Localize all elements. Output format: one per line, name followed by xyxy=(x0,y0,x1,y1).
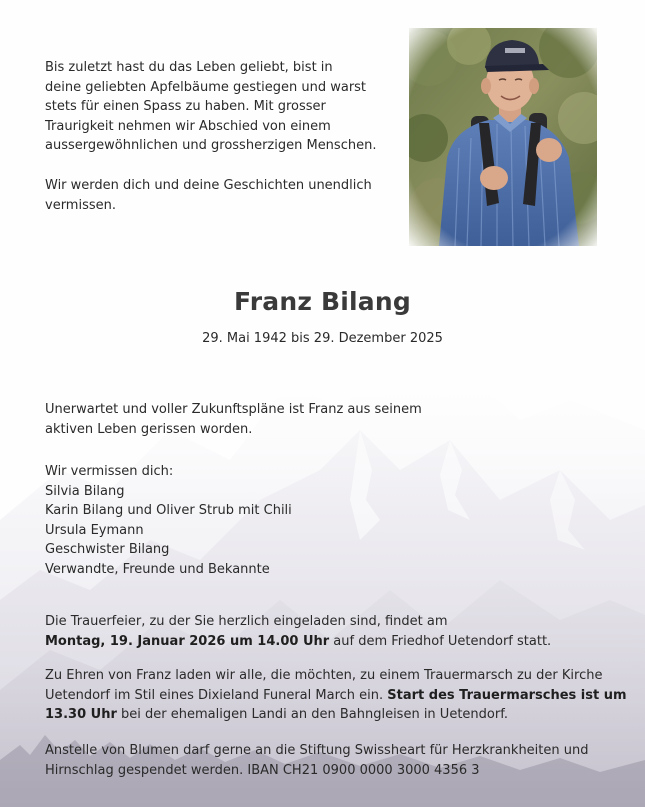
intro-line: stets für einen Spass zu haben. Mit grosser xyxy=(45,99,326,114)
announcement-line: Unerwartet und voller Zukunftspläne ist Franz aus seinem xyxy=(45,402,422,417)
intro-line: aussergewöhnlichen und grossherzigen Menschen. xyxy=(45,138,377,153)
donation-text xyxy=(45,741,589,780)
march-line-start: Uetendorf im Stil eines Dixieland Funeral March ein. xyxy=(45,687,388,703)
announcement-line: aktiven Leben gerissen worden. xyxy=(45,421,253,437)
intro-text xyxy=(45,58,376,156)
intro-miss-line: Wir werden dich und deine Geschichten unendlich xyxy=(45,178,372,193)
mourner-name: Silvia Bilang xyxy=(45,483,125,499)
ceremony-line-date xyxy=(45,632,551,652)
deceased-name: Franz Bilang xyxy=(234,287,411,316)
mourner-name: Ursula Eymann xyxy=(45,522,144,538)
march-text xyxy=(45,666,627,725)
life-dates: 29. Mai 1942 bis 29. Dezember 2025 xyxy=(202,331,443,346)
march-line: Zu Ehren von Franz laden wir alle, die möchten, zu einem Trauermarsch zu der Kirche xyxy=(45,668,603,683)
march-line xyxy=(45,705,627,725)
portrait-photo xyxy=(409,28,597,246)
mourner-name: Karin Bilang und Oliver Strub mit Chili xyxy=(45,503,292,518)
intro-miss-text xyxy=(45,176,372,215)
ceremony-text xyxy=(45,612,551,651)
intro-line: Traurigkeit nehmen wir Abschied von einem xyxy=(45,118,331,134)
mourners-heading: Wir vermissen dich: xyxy=(45,464,174,479)
ceremony-line: Die Trauerfeier, zu der Sie herzlich eingeladen sind, findet am xyxy=(45,614,448,629)
march-location: bei der ehemaligen Landi an den Bahngleisen in Uetendorf. xyxy=(116,707,508,722)
march-time-bold: 13.30 Uhr xyxy=(45,707,117,722)
ceremony-location: auf dem Friedhof Uetendorf statt. xyxy=(329,633,552,649)
mourner-name: Verwandte, Freunde und Bekannte xyxy=(45,561,270,577)
announcement-text xyxy=(45,400,422,439)
intro-line: Bis zuletzt hast du das Leben geliebt, bist in xyxy=(45,60,333,75)
mourners-list xyxy=(45,462,292,579)
intro-miss-line: vermissen. xyxy=(45,197,116,213)
march-line xyxy=(45,686,627,706)
donation-line: Anstelle von Blumen darf gerne an die Stiftung Swissheart für Herzkrankheiten und xyxy=(45,743,589,758)
mourner-name: Geschwister Bilang xyxy=(45,542,170,557)
intro-line: deine geliebten Apfelbäume gestiegen und warst xyxy=(45,79,367,95)
ceremony-date: Montag, 19. Januar 2026 um 14.00 Uhr xyxy=(45,633,330,649)
march-start-bold: Start des Trauermarsches ist um xyxy=(387,687,627,703)
portrait-illustration xyxy=(409,28,597,246)
donation-line: Hirnschlag gespendet werden. IBAN CH21 0900 0000 3000 4356 3 xyxy=(45,762,480,778)
